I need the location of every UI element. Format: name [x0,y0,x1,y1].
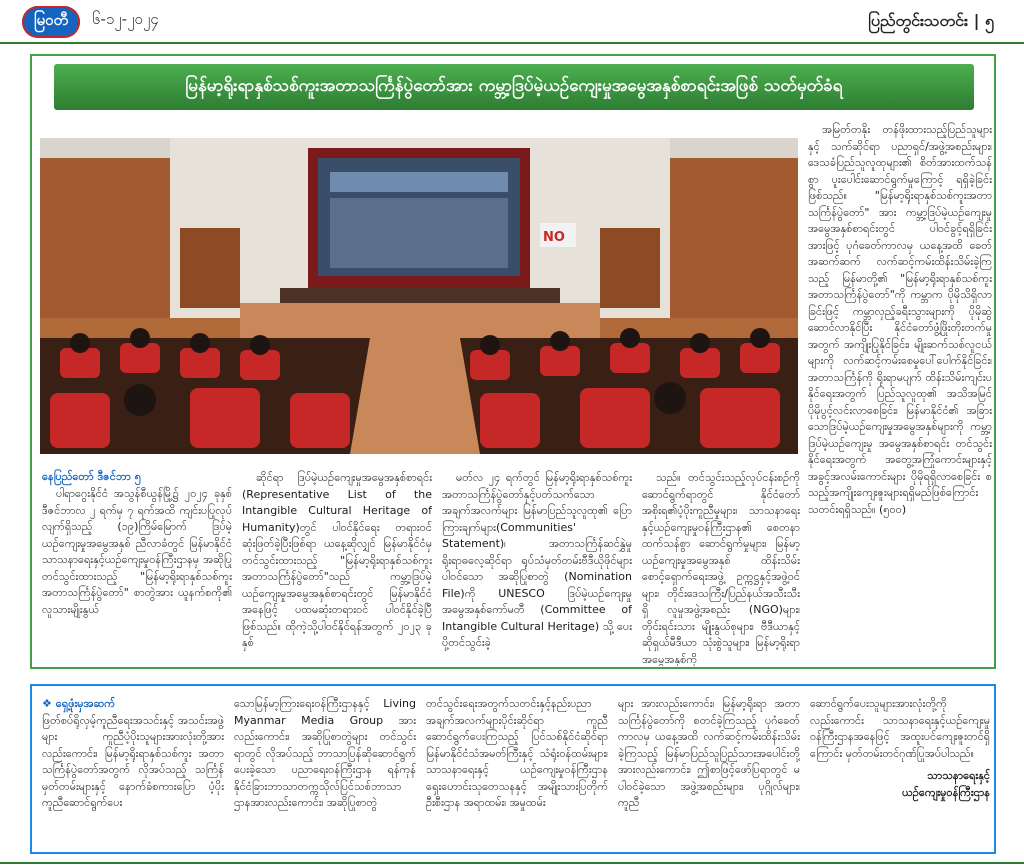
article-column-3 [442,470,632,666]
notice-column-1 [42,696,224,848]
bottom-rule [0,862,1024,864]
notice-text: ဆောင်ရွက်ပေးသူများအားလုံးတို့ကို လည်းကောင်း သာသနာရေးနှင့်ယဉ်ကျေးမှုဝန်ကြီးဌာနအနေဖြင့် အထူးပင်ကျေးဇူးတင်ရှိကြောင်း မှတ်တမ်းတင်ဂုဏ်ပြုအပ်ပါသည်။ [810,697,990,760]
notice-text: သောမြန်မာ့ကြားရေးဝန်ကြီးဌာနနှင့် Living Myanmar Media Group အားလည်းကောင်း၊ အဆိုပြုစာတွဲများ တင်သွင်းရာတွင် လိုအပ်သည့် ဘာသာပြန်ဆိုဆောင်ရွက်ပေးခဲ့သော ပညာရေးဝန်ကြီးဌာန ရန်ကုန်နိုင်ငံခြားဘာသာတက္ကသိုလ်ပြင်သစ်ဘာသာဌာနအားလည်းကောင်း၊ အဆိုပြုစာတွဲ [234,697,416,809]
notice-column-3 [426,696,608,848]
auditorium-photo [40,138,798,454]
notice-column-2 [234,696,416,848]
notice-column-4 [618,696,800,848]
newspaper-logo: မြဝတီ [22,6,80,38]
article-column-4 [642,470,800,666]
article-paragraph: မတ်လ ၂၄ ရက်တွင် မြန်မာ့ရိုးရာနှစ်သစ်ကူး အတာသင်္ကြန်ပွဲတော်နှင့်ပတ်သက်သော အချက်အလက်များ မြန်မာပြည်သူလူထု၏ ပြောကြားချက်များ(Communities' Statement)၊ အတာသင်္ကြန်ဆင်နွှဲမှု ရိုးရာဓလေ့ဆိုင်ရာ ရုပ်သံမှတ်တမ်းဗီဒီယိုဖိုင်များ ပါဝင်သော အဆိုပြုစာတွဲ (Nomination File)ကို UNESCO ဒြပ်မဲ့ယဉ်ကျေးမှုအမွေအနှစ်ကော်မတီ (Committee of Intangible Cultural Heritage) သို့ ပေးပို့တင်သွင်းခဲ့ [442,471,632,649]
section-label: ပြည်တွင်းသတင်း | ၅ [868,11,994,30]
notice-text: တင်သွင်းရေးအတွက်သတင်းနှင့်နည်းပညာ အချက်အလက်များပိုင်းဆိုင်ရာ ကူညီဆောင်ရွက်ပေးကြသည့် ပြင်သစ်နိုင်ငံဆိုင်ရာ မြန်မာနိုင်ငံသံအမတ်ကြီးနှင့် သံရုံးဝန်ထမ်းများ၊ သာသနာရေးနှင့် ယဉ်ကျေးမှုဝန်ကြီးဌာန ရှေးဟောင်းသုတေသနနှင့် အမျိုးသားပြတိုက်ဦးစီးဌာန အရာထမ်း၊ အမှုထမ်း [426,697,608,809]
signoff-line-1: သာသနာရေးနှင့် [927,769,990,782]
notice-text: များ အားလည်းကောင်း၊ မြန်မာ့ရိုးရာ အတာသင်္ကြန်ပွဲတော်ကို စတင်ခဲ့ကြသည့် ပုဂံခေတ်ကာလမှ ယနေ့အထိ လက်ဆင့်ကမ်းထိန်းသိမ်းခဲ့ကြသည့် မြန်မာပြည်သူပြည်သားအပေါင်းတို့အားလည်းကောင်း၊ ဤစာဖြင့်ဖော်ပြရာတွင် မပါဝင်ခဲ့သော အဖွဲ့အစည်းများ၊ ပုဂ္ဂိုလ်များ၊ ကူညီ [618,697,800,809]
notice-column-5 [810,696,990,848]
article-column-2 [242,470,432,666]
article-paragraph: အမြတ်တနိုး တန်ဖိုးထားသည့်ပြည်သူများနှင့် သက်ဆိုင်ရာ ပညာရှင်/အဖွဲ့အစည်းများ၊ ဒေသခံပြည်သူလူထုများ၏ စိတ်အားထက်သန်စွာ ပူးပေါင်းဆောင်ရွက်မှုကြောင့် ရရှိခဲ့ခြင်းဖြစ်သည်။ "မြန်မာ့ရိုးရာနှစ်သစ်ကူးအတာသင်္ကြန်ပွဲတော်" အား ကမ္ဘာ့ဒြပ်မဲ့ယဉ်ကျေးမှုအမွေအနှစ်စာရင်းတွင် ပါဝင်ခွင့်ရရှိခြင်းအားဖြင့် ပုဂံခေတ်ကာလမှ ယနေ့အထိ ခေတ်အဆက်ဆက် လက်ဆင့်ကမ်းထိန်းသိမ်းခဲ့ကြသည့် မြန်မာတို့၏ "မြန်မာ့ရိုးရာနှစ်သစ်ကူး အတာသင်္ကြန်ပွဲတော်"ကို ကမ္ဘာက ပိုမိုသိရှိလာခြင်းဖြင့် ကမ္ဘာလှည့်ခရီးသွားများကို ပိုမိုဆွဲဆောင်လာနိုင်ပြီး နိုင်ငံတော်ဖွံ့ဖြိုးတိုးတက်မှုအတွက် အကျိုးပြုနိုင်ခြင်း၊ မျိုးဆက်သစ်လူငယ်များကို လက်ဆင့်ကမ်းစေမှုပေါ်ပေါက်နိုင်ခြင်း၊ အတာသင်္ကြန်ကို ရိုးရာမပျက် ထိန်းသိမ်းကျင်းပနိုင်ရေးအတွက် ပြည်သူလူထု၏ အသိအမြင် ပိုမိုပွင့်လင်းလာစေခြင်း၊ မြန်မာနိုင်ငံ၏ အခြားသောဒြပ်မဲ့ယဉ်ကျေးမှုအမွေအနှစ်များကို ကမ္ဘာ့ဒြပ်မဲ့ယဉ်ကျေးမှု အမွေအနှစ်စာရင်း တင်သွင်းနိုင်ရေးအတွက် အတွေ့အကြုံကောင်းများနှင့် အခွင့်အလမ်းကောင်းများ ပိုမိုရရှိလာစေခြင်း စသည့်အကျိုးကျေးဇူးများရရှိမည်ဖြစ်ကြောင်း သတင်းရရှိသည်။ (၅၀၀) [808,123,992,516]
acknowledgement-box [30,684,996,854]
notice-text: ဖြတ်စပ်ရိုလှမ့်ကူညီရေးအသင်းနှင့် အသင်းအဖွဲ့များ ကူညီပံ့ပိုးသူများအားလုံးတို့အား လည်းကောင်း၊ မြန်မာ့ရိုးရာနှစ်သစ်ကူး အတာသင်္ကြန်ပွဲတော်အတွက် လိုအပ်သည့် သင်္ကြန်မှတ်တမ်းများနှင့် နောက်ခံစကားပြော ပံ့ပိုးကူညီဆောင်ရွက်ပေး [42,713,224,809]
article-headline: မြန်မာ့ရိုးရာနှစ်သစ်ကူးအတာသင်္ကြန်ပွဲတော်အား ကမ္ဘာ့ဒြပ်မဲ့ယဉ်ကျေးမှုအမွေအနှစ်စာရင်းအဖြစ် သတ်မှတ်ခံရ [54,64,974,110]
article-paragraph: ဆိုင်ရာ ဒြပ်မဲ့ယဉ်ကျေးမှုအမွေအနှစ်စာရင်း (Representative List of the Intangible Cultural Heritage of Humanity)တွင် ပါဝင်နိုင်ရေး တရားဝင်ဆုံးဖြတ်ခဲ့ပြီးဖြစ်ရာ ယနေ့ဆိုလျှင် မြန်မာနိုင်ငံမှတင်သွင်းထားသည့် "မြန်မာ့ရိုးရာနှစ်သစ်ကူးအတာသင်္ကြန်ပွဲတော်"သည် ကမ္ဘာ့ဒြပ်မဲ့ယဉ်ကျေးမှုအမွေအနှစ်စာရင်းတွင် မြန်မာနိုင်ငံအနေဖြင့် ပထမဆုံးတရားဝင် ပါဝင်နိုင်ခဲ့ပြီဖြစ်သည်။ ထိုကဲ့သို့ပါဝင်နိုင်ရန်အတွက် ၂၀၂၃ ခုနှစ် [242,471,432,649]
no-sign-text: NO [543,230,565,245]
masthead [0,0,1024,44]
signoff-line-2: ယဉ်ကျေးမှုဝန်ကြီးဌာန [902,785,990,799]
article-column-1 [42,486,232,666]
article-paragraph: သည်။ တင်သွင်းသည့်လုပ်ငန်းစဉ်ကို ဆောင်ရွက်ရာတွင် နိုင်ငံတော်အစိုးရ၏ပံ့ပိုးကူညီမှုများ၊ သာသနာရေးနှင့်ယဉ်ကျေးမှုဝန်ကြီးဌာန၏ စေတနာထက်သန်စွာ ဆောင်ရွက်မှုများ၊ မြန်မာ့ယဉ်ကျေးမှုအမွေအနှစ် ထိန်းသိမ်းစောင့်ရှောက်ရေးအဖွဲ့ ဥက္ကဋ္ဌနှင့်အဖွဲ့ဝင်များ၊ တိုင်းဒေသကြီး/ပြည်နယ်အသီးသီးရှိ လူမှုအဖွဲ့အစည်း (NGO)များ၊ တိုင်းရင်းသား မျိုးနွယ်စုများ၊ ဗီဒီယာနှင့် ဆိုရှယ်မီဒီယာ သုံးစွဲသူများ၊ မြန်မာ့ရိုးရာ အမွေအနှစ်ကို [642,471,800,666]
article-column-right [808,122,992,666]
notice-title: ❖ ရှေ့ဖုံးမှအဆက် [42,697,116,710]
auditorium-illustration [40,138,798,454]
issue-date: ၆-၁၂-၂၀၂၄ [92,10,159,28]
dateline: နေပြည်တော် ဒီဇင်ဘာ ၅ [42,470,141,483]
article-paragraph: ပါရာဂွေးနိုင်ငံ အသွန်စီယွန်မြို့၌ ၂၀၂၄ ခုနှစ် ဒီဇင်ဘာလ ၂ ရက်မှ ၇ ရက်အထိ ကျင်းပပြုလုပ်လျက်ရှိသည့် (၁၉)ကြိမ်မြောက် ဒြပ်မဲ့ယဉ်ကျေးမှုအမွေအနှစ် ညီလာခံတွင် မြန်မာနိုင်ငံ သာသနာရေးနှင့်ယဉ်ကျေးမှုဝန်ကြီးဌာနမှ အဆိုပြုတင်သွင်းထားသည့် "မြန်မာ့ရိုးရာနှစ်သစ်ကူး အတာသင်္ကြန်ပွဲတော်" စာတွဲအား ယူနက်စကို၏ လူသားမျိုးနွယ် [42,487,232,616]
